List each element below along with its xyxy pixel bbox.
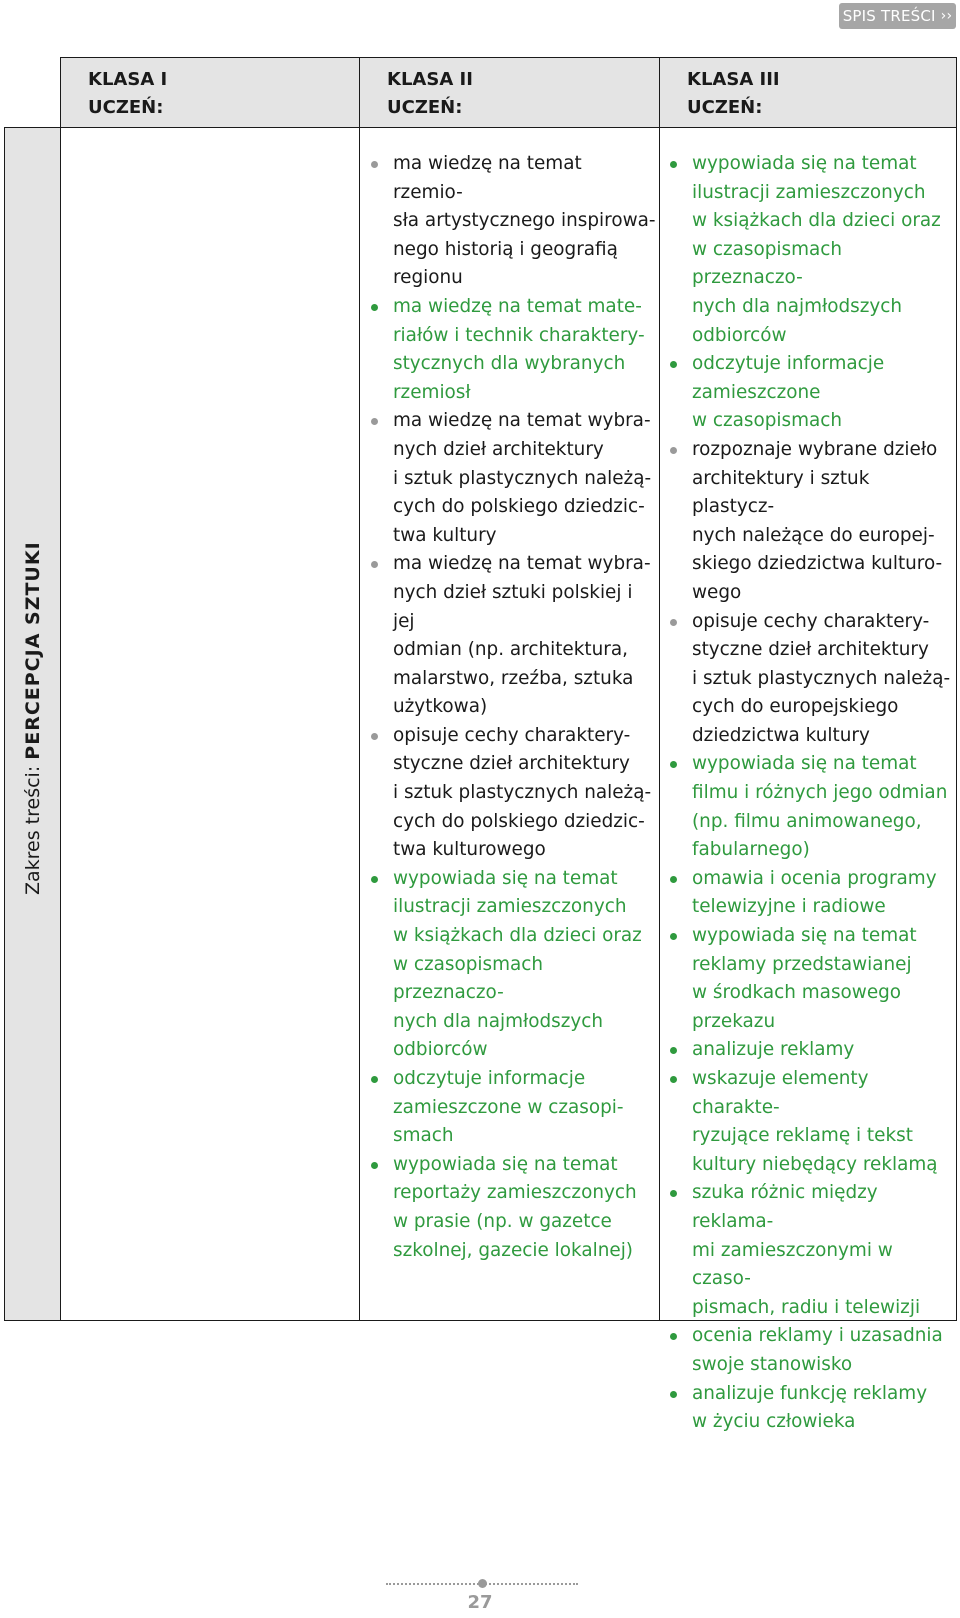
bullet-icon bbox=[670, 361, 677, 368]
column-title: KLASA I bbox=[88, 69, 168, 90]
column-title: KLASA II bbox=[387, 69, 473, 90]
list-item-text: ma wiedzę na temat rzemio- sła artystycznego inspirowa- nego historią i geografią regionu bbox=[393, 153, 656, 289]
bullet-icon bbox=[371, 876, 378, 883]
list-item bbox=[670, 922, 954, 1036]
list-item-text: szuka różnic między reklama- mi zamieszczonymi w czaso- pismach, radiu i telewizji bbox=[692, 1182, 921, 1318]
list-item-text: analizuje reklamy bbox=[692, 1039, 855, 1061]
page-number: 27 bbox=[467, 1592, 493, 1613]
column-subtitle: UCZEŃ: bbox=[88, 97, 164, 118]
list-item-text: analizuje funkcję reklamy w życiu człowieka bbox=[692, 1382, 928, 1433]
bullet-icon bbox=[670, 447, 677, 454]
bullet-icon bbox=[670, 933, 677, 940]
bullet-icon bbox=[670, 1076, 677, 1083]
bullet-icon bbox=[371, 418, 378, 425]
toc-button[interactable] bbox=[839, 3, 956, 29]
list-item bbox=[371, 1065, 657, 1151]
column-header-klasa-3 bbox=[687, 66, 780, 122]
list-item-text: ma wiedzę na temat mate- riałów i technik charaktery- stycznych dla wybranych rzemiosł bbox=[393, 295, 645, 403]
column-header-klasa-2 bbox=[387, 66, 473, 122]
double-chevron-right-icon: ›› bbox=[940, 8, 953, 24]
scope-label bbox=[22, 541, 44, 895]
bullet-icon bbox=[670, 876, 677, 883]
bullet-icon bbox=[670, 619, 677, 626]
list-item bbox=[371, 550, 657, 722]
scope-prefix: Zakres treści: bbox=[22, 759, 44, 895]
table-header-background bbox=[60, 57, 956, 127]
table-right-border bbox=[956, 57, 957, 1321]
list-item bbox=[371, 407, 657, 550]
bullet-icon bbox=[371, 1076, 378, 1083]
list-item-text: wskazuje elementy charakte- ryzujące reklamę i tekst kultury niebędący reklamą bbox=[692, 1068, 938, 1175]
list-item-text: wypowiada się na temat reklamy przedstawianej w środkach masowego przekazu bbox=[692, 925, 917, 1032]
list-item bbox=[670, 750, 954, 864]
bullet-icon bbox=[371, 1162, 378, 1169]
klasa-2-list bbox=[371, 150, 657, 1265]
bullet-icon bbox=[670, 761, 677, 768]
list-item-text: wypowiada się na temat ilustracji zamieszczonych w książkach dla dzieci oraz w czasopismach przeznaczo- nych dla najmłodszych odbiorców bbox=[692, 153, 941, 346]
bullet-icon bbox=[670, 1047, 677, 1054]
list-item-text: ma wiedzę na temat wybra- nych dzieł architektury i sztuk plastycznych należą- cych do polskiego dziedzic- twa kultury bbox=[393, 410, 652, 546]
column-subtitle: UCZEŃ: bbox=[387, 97, 463, 118]
scope-topic: PERCEPCJA SZTUKI bbox=[22, 541, 44, 760]
bullet-icon bbox=[371, 733, 378, 740]
bullet-icon bbox=[670, 1391, 677, 1398]
bullet-icon bbox=[670, 161, 677, 168]
list-item bbox=[371, 722, 657, 865]
column-divider-2 bbox=[659, 57, 660, 1321]
list-item bbox=[670, 436, 954, 608]
list-item-text: wypowiada się na temat reportaży zamieszczonych w prasie (np. w gazetce szkolnej, gazecie lokalnej) bbox=[393, 1153, 637, 1261]
list-item-text: odczytuje informacje zamieszczone w czasopismach bbox=[692, 353, 885, 432]
footer-dot-marker bbox=[478, 1579, 487, 1588]
klasa-3-list bbox=[670, 150, 954, 1437]
toc-button-label: SPIS TREŚCI bbox=[842, 7, 936, 25]
bullet-icon bbox=[371, 161, 378, 168]
bullet-icon bbox=[670, 1333, 677, 1340]
list-item-text: rozpoznaje wybrane dzieło architektury i sztuk plastycz- nych należące do europej- skiego dziedzictwa kulturo- wego bbox=[692, 438, 943, 603]
list-item bbox=[371, 150, 657, 293]
list-item bbox=[670, 1380, 954, 1437]
header-bottom-border bbox=[4, 127, 957, 128]
list-item bbox=[670, 608, 954, 751]
column-title: KLASA III bbox=[687, 69, 780, 90]
list-item bbox=[371, 293, 657, 407]
column-header-klasa-1 bbox=[88, 66, 167, 122]
bullet-icon bbox=[670, 1190, 677, 1197]
bullet-icon bbox=[371, 561, 378, 568]
list-item bbox=[670, 1179, 954, 1322]
list-item-text: opisuje cechy charaktery- styczne dzieł architektury i sztuk plastycznych należą- cych do polskiego dziedzic- twa kulturowego bbox=[393, 724, 652, 861]
list-item-text: opisuje cechy charaktery- styczne dzieł architektury i sztuk plastycznych należą- cych do europejskiego dziedzictwa kultury bbox=[692, 610, 951, 746]
list-item-text: ma wiedzę na temat wybra- nych dzieł sztuki polskiej i jej odmian (np. architektura, malarstwo, rzeźba, sztuka użytkowa) bbox=[393, 553, 651, 718]
list-item-text: odczytuje informacje zamieszczone w czasopi- smach bbox=[393, 1068, 624, 1147]
list-item bbox=[670, 1036, 954, 1065]
list-item bbox=[670, 865, 954, 922]
column-subtitle: UCZEŃ: bbox=[687, 97, 763, 118]
list-item-text: wypowiada się na temat ilustracji zamieszczonych w książkach dla dzieci oraz w czasopismach przeznaczo- nych dla najmłodszych odbiorców bbox=[393, 867, 642, 1061]
list-item-text: ocenia reklamy i uzasadnia swoje stanowisko bbox=[692, 1325, 943, 1375]
list-item-text: wypowiada się na temat filmu i różnych jego odmian (np. filmu animowanego, fabularnego) bbox=[692, 753, 948, 861]
list-item-text: omawia i ocenia programy telewizyjne i radiowe bbox=[692, 867, 937, 918]
list-item bbox=[371, 1151, 657, 1265]
bullet-icon bbox=[371, 304, 378, 311]
list-item bbox=[670, 1322, 954, 1379]
list-item bbox=[371, 865, 657, 1065]
table-left-border bbox=[4, 127, 5, 1321]
list-item bbox=[670, 350, 954, 436]
column-divider-1 bbox=[359, 57, 360, 1321]
list-item bbox=[670, 1065, 954, 1179]
side-divider bbox=[60, 57, 61, 1321]
table-top-border bbox=[60, 57, 957, 58]
list-item bbox=[670, 150, 954, 350]
